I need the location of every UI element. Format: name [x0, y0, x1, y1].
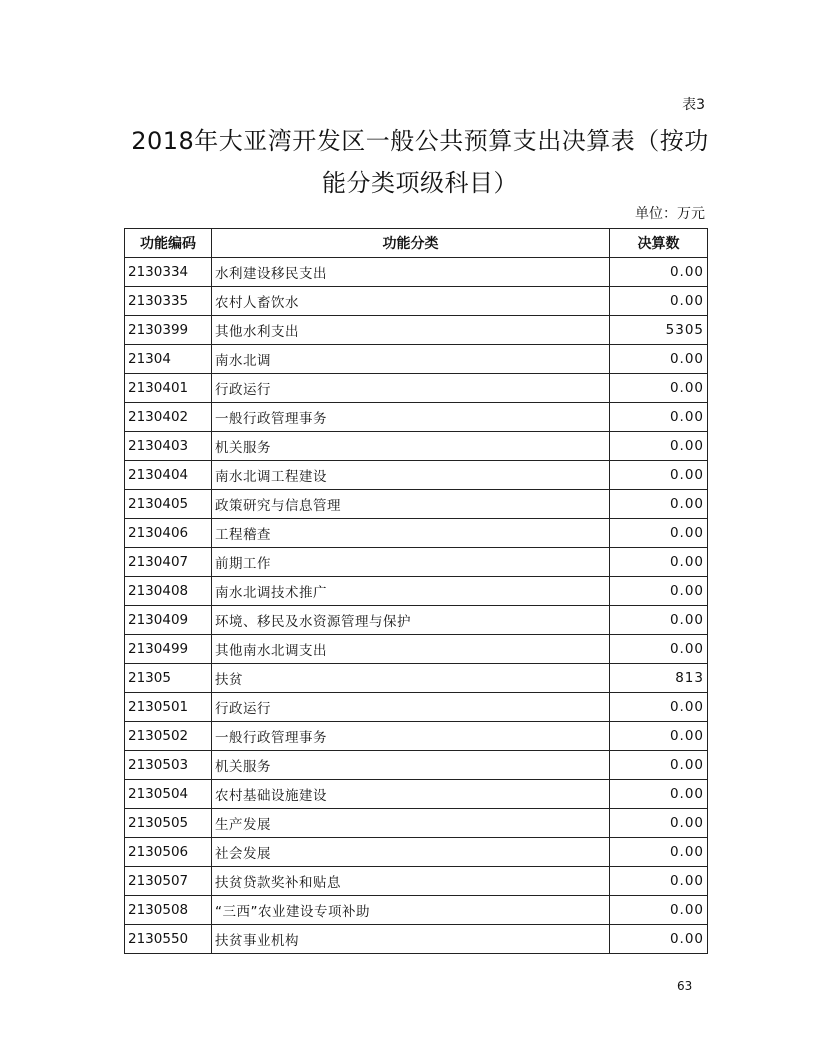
- amount-cell: 0.00: [610, 287, 708, 316]
- code-cell: 2130505: [125, 809, 212, 838]
- code-cell: 2130507: [125, 867, 212, 896]
- code-cell: 2130504: [125, 780, 212, 809]
- amount-cell: 0.00: [610, 722, 708, 751]
- amount-cell: 0.00: [610, 606, 708, 635]
- amount-cell: 0.00: [610, 780, 708, 809]
- amount-cell: 0.00: [610, 751, 708, 780]
- table-row: [125, 722, 708, 751]
- table-row: [125, 548, 708, 577]
- table-row: [125, 577, 708, 606]
- name-cell: 前期工作: [212, 548, 610, 577]
- table-row: [125, 374, 708, 403]
- title-line-2: 能分类项级科目）: [322, 169, 518, 197]
- code-cell: 2130402: [125, 403, 212, 432]
- name-cell: 行政运行: [212, 693, 610, 722]
- table-row: [125, 925, 708, 954]
- table-row: [125, 519, 708, 548]
- amount-cell: 0.00: [610, 577, 708, 606]
- budget-table: [124, 228, 708, 954]
- amount-cell: 0.00: [610, 809, 708, 838]
- amount-cell: 0.00: [610, 490, 708, 519]
- name-cell: 一般行政管理事务: [212, 722, 610, 751]
- code-cell: 2130508: [125, 896, 212, 925]
- table-row: [125, 316, 708, 345]
- amount-cell: 0.00: [610, 519, 708, 548]
- name-cell: 水利建设移民支出: [212, 258, 610, 287]
- name-cell: 机关服务: [212, 432, 610, 461]
- table-row: [125, 809, 708, 838]
- table-row: [125, 345, 708, 374]
- amount-cell: 0.00: [610, 635, 708, 664]
- table-header-row: [125, 229, 708, 258]
- name-cell: 南水北调工程建设: [212, 461, 610, 490]
- table-row: [125, 432, 708, 461]
- name-cell: “三西”农业建设专项补助: [212, 896, 610, 925]
- code-cell: 21305: [125, 664, 212, 693]
- amount-cell: 0.00: [610, 925, 708, 954]
- table-row: [125, 751, 708, 780]
- table-row: [125, 606, 708, 635]
- name-cell: 生产发展: [212, 809, 610, 838]
- code-cell: 2130334: [125, 258, 212, 287]
- name-cell: 农村人畜饮水: [212, 287, 610, 316]
- page-title: [100, 120, 740, 204]
- name-cell: 其他南水北调支出: [212, 635, 610, 664]
- code-cell: 2130506: [125, 838, 212, 867]
- code-cell: 2130408: [125, 577, 212, 606]
- code-cell: 2130404: [125, 461, 212, 490]
- amount-cell: 0.00: [610, 258, 708, 287]
- code-cell: 2130409: [125, 606, 212, 635]
- amount-cell: 0.00: [610, 461, 708, 490]
- name-cell: 其他水利支出: [212, 316, 610, 345]
- table-row: [125, 664, 708, 693]
- table-row: [125, 490, 708, 519]
- code-cell: 2130401: [125, 374, 212, 403]
- code-cell: 2130403: [125, 432, 212, 461]
- code-cell: 2130405: [125, 490, 212, 519]
- code-cell: 2130399: [125, 316, 212, 345]
- code-cell: 2130499: [125, 635, 212, 664]
- code-cell: 2130406: [125, 519, 212, 548]
- column-header-amount: 决算数: [610, 229, 708, 258]
- page-number: 63: [677, 979, 693, 993]
- amount-cell: 0.00: [610, 896, 708, 925]
- name-cell: 政策研究与信息管理: [212, 490, 610, 519]
- table-row: [125, 258, 708, 287]
- name-cell: 一般行政管理事务: [212, 403, 610, 432]
- table-row: [125, 780, 708, 809]
- amount-cell: 0.00: [610, 838, 708, 867]
- name-cell: 农村基础设施建设: [212, 780, 610, 809]
- code-cell: 2130550: [125, 925, 212, 954]
- code-cell: 2130501: [125, 693, 212, 722]
- amount-cell: 0.00: [610, 693, 708, 722]
- amount-cell: 0.00: [610, 345, 708, 374]
- table-row: [125, 635, 708, 664]
- code-cell: 2130407: [125, 548, 212, 577]
- table-body: [125, 258, 708, 954]
- unit-label: 单位：万元: [635, 206, 705, 222]
- name-cell: 环境、移民及水资源管理与保护: [212, 606, 610, 635]
- name-cell: 南水北调: [212, 345, 610, 374]
- amount-cell: 0.00: [610, 374, 708, 403]
- table-row: [125, 867, 708, 896]
- amount-cell: 0.00: [610, 867, 708, 896]
- code-cell: 2130502: [125, 722, 212, 751]
- table-number: 表3: [682, 97, 705, 113]
- name-cell: 扶贫事业机构: [212, 925, 610, 954]
- name-cell: 社会发展: [212, 838, 610, 867]
- table-row: [125, 403, 708, 432]
- name-cell: 行政运行: [212, 374, 610, 403]
- code-cell: 21304: [125, 345, 212, 374]
- table-row: [125, 896, 708, 925]
- amount-cell: 0.00: [610, 548, 708, 577]
- column-header-code: 功能编码: [125, 229, 212, 258]
- table-row: [125, 287, 708, 316]
- column-header-name: 功能分类: [212, 229, 610, 258]
- table-row: [125, 838, 708, 867]
- name-cell: 南水北调技术推广: [212, 577, 610, 606]
- table-row: [125, 693, 708, 722]
- amount-cell: 0.00: [610, 403, 708, 432]
- amount-cell: 0.00: [610, 432, 708, 461]
- amount-cell: 813: [610, 664, 708, 693]
- code-cell: 2130503: [125, 751, 212, 780]
- title-line-1: 2018年大亚湾开发区一般公共预算支出决算表（按功: [131, 127, 709, 155]
- table-row: [125, 461, 708, 490]
- name-cell: 工程稽查: [212, 519, 610, 548]
- amount-cell: 5305: [610, 316, 708, 345]
- name-cell: 扶贫: [212, 664, 610, 693]
- name-cell: 扶贫贷款奖补和贴息: [212, 867, 610, 896]
- name-cell: 机关服务: [212, 751, 610, 780]
- code-cell: 2130335: [125, 287, 212, 316]
